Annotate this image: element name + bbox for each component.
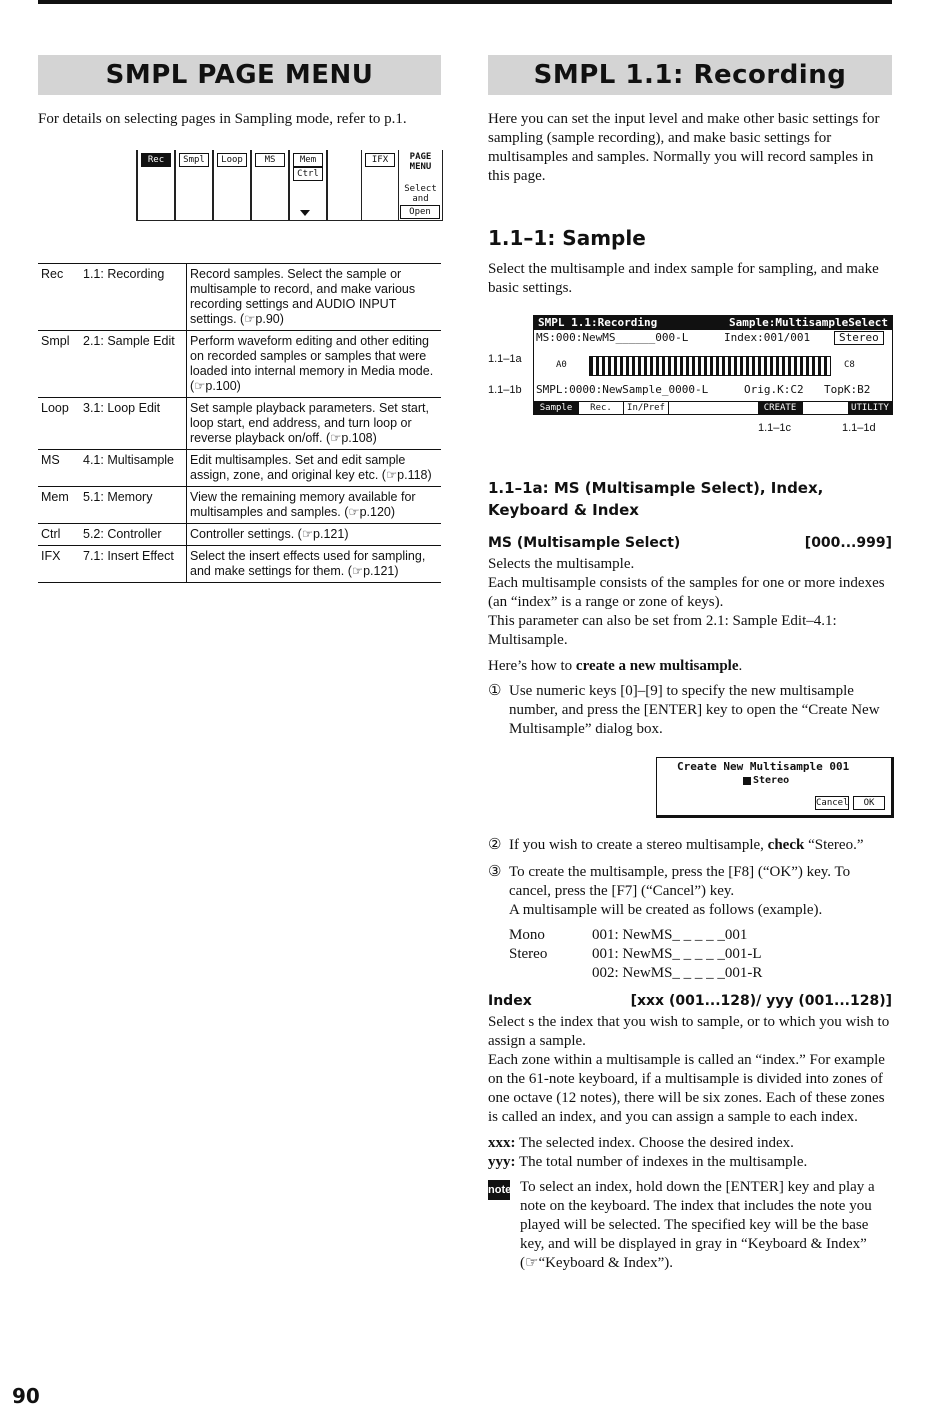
tab-rec[interactable]: Rec. [579,402,624,414]
page-number: 90 [12,1384,40,1408]
page-name: 4.1: Multisample [80,450,187,487]
menu-button-blank [327,150,362,220]
page-abbr: Ctrl [38,524,80,546]
page-desc: Record samples. Select the sample or multisample to record, and make various recording settings and AUDIO INPUT settings. (☞p.90) [187,264,442,331]
create-button[interactable]: CREATE [758,402,803,414]
ms-param-row [488,535,892,551]
menu-button-mem[interactable]: Mem Ctrl [289,150,327,220]
menu-table-row [38,398,441,450]
key-high-label: C8 [844,360,855,370]
menu-button-ms[interactable]: MS [251,150,289,220]
callout-d: 1.1–1d [842,422,876,434]
page-menu-screen [136,150,443,221]
page-menu-heading: SMPL PAGE MENU [38,55,441,95]
note-icon: note [488,1180,510,1200]
open-button[interactable]: Open [400,205,440,219]
index-desc-2: Each zone within a multisample is called an “index.” For example on the 61-note keyboard, if a multisample is divided into zones of one octave (12 notes), there will be six zones. Each of these zones is called an index, and you can assign a sample to each index. [488,1052,885,1125]
step-1: ① Use numeric keys [0]–[9] to specify the new multisample number, and press the [ENTER] key to open the “Create New Multisample” dialog box. [488,683,880,737]
callout-c: 1.1–1c [758,422,792,434]
callout-a: 1.1–1a [488,353,522,365]
example-row: 002: NewMS_ _ _ _ _001-R [592,965,763,981]
screen-tabs [534,401,892,414]
page-name: 3.1: Loop Edit [80,398,187,450]
menu-table-row [38,450,441,487]
top-key-field[interactable]: TopK:B2 [824,383,871,396]
utility-button[interactable]: UTILITY [848,402,892,414]
index-desc-1: Select s the index that you wish to sample, or to which you wish to assign a sample. [488,1014,890,1049]
page-desc: Select the insert effects used for sampling, and make settings for them. (☞p.121) [187,546,442,583]
page-name: 5.2: Controller [80,524,187,546]
page-name: 1.1: Recording [80,264,187,331]
page-abbr: Loop [38,398,80,450]
callout-b: 1.1–1b [488,384,522,396]
create-multisample-dialog [656,757,894,818]
page-desc: View the remaining memory available for multisamples and samples. (☞p.120) [187,487,442,524]
stereo-field[interactable]: Stereo [834,331,884,345]
section-intro: Select the multisample and index sample for sampling, and make basic settings. [488,261,879,296]
page-abbr: Mem [38,487,80,524]
subsection-heading: 1.1–1a: MS (Multisample Select), Index, Keyboard & Index [488,479,824,519]
menu-button-ifx[interactable]: IFX [361,150,399,220]
menu-table-row [38,264,441,331]
cancel-button[interactable]: Cancel [816,798,849,808]
left-column [38,55,441,583]
sample-field[interactable]: SMPL:0000:NewSample_0000-L [536,383,709,396]
top-rule [38,0,892,4]
page-desc: Controller settings. (☞p.121) [187,524,442,546]
menu-button-rec[interactable]: Rec [137,150,175,220]
page-abbr: MS [38,450,80,487]
xxx-line: xxx: The selected index. Choose the desired index. [488,1135,794,1151]
example-list [488,926,892,983]
ms-param-range: [000...999] [804,535,892,551]
keyboard-graphic[interactable] [589,356,831,376]
page-name: 2.1: Sample Edit [80,331,187,398]
recording-heading: SMPL 1.1: Recording [488,55,892,95]
yyy-line: yyy: The total number of indexes in the multisample. [488,1154,808,1170]
key-low-label: A0 [556,360,567,370]
index-param-row [488,993,892,1009]
menu-table-row [38,524,441,546]
page-menu-label: PAGE MENU Select and [404,152,437,204]
menu-table-row [38,487,441,524]
menu-button-smpl[interactable]: Smpl [175,150,213,220]
menu-table-row [38,546,441,583]
page-name: 5.1: Memory [80,487,187,524]
index-field[interactable]: Index:001/001 [724,331,811,344]
page-menu-table [38,263,441,583]
tab-in-pref[interactable]: In/Pref [624,402,669,414]
index-param-name: Index [488,993,532,1009]
ms-desc-2: Each multisample consists of the samples for one or more indexes (an “index” is a range or zone of keys). [488,575,885,610]
section-heading-sample: 1.1–1: Sample [488,226,646,250]
recording-screen-figure [488,315,892,435]
menu-button-loop[interactable]: Loop [213,150,251,220]
note-block [488,1178,892,1273]
page-menu-intro: For details on selecting pages in Sampling mode, refer to p.1. [38,111,407,127]
step-3: ③ To create the multisample, press the [F8] (“OK”) key. To cancel, press the [F7] (“Cancel”) key. A multisample will be created as follows (example). [488,864,851,918]
ms-field[interactable]: MS:000:NewMS______000-L [536,331,689,344]
dialog-title: Create New Multisample 001 [677,760,850,773]
page-abbr: Smpl [38,331,80,398]
page-desc: Perform waveform editing and other editing on recorded samples or samples that were loaded into internal memory in Media mode. (☞p.100) [187,331,442,398]
howto-line: Here’s how to create a new multisample. [488,658,743,674]
note-text: To select an index, hold down the [ENTER] key and play a note on the keyboard. The index that includes the note you played will be selected. The specified key will be the base key, and will be displayed in gray in “Keyboard & Index” (☞“Keyboard & Index”). [520,1179,875,1271]
scroll-down-icon [300,210,310,216]
example-row: Mono 001: NewMS_ _ _ _ _001 [509,927,748,943]
orig-key-field[interactable]: Orig.K:C2 [744,383,804,396]
recording-intro: Here you can set the input level and make other basic settings for sampling (sample recording), and make basic settings for multisamples and samples. Normally you will record samples in this page. [488,111,880,184]
page-desc: Edit multisamples. Set and edit sample assign, zone, and original key etc. (☞p.118) [187,450,442,487]
ms-param-name: MS (Multisample Select) [488,535,681,551]
page-abbr: Rec [38,264,80,331]
example-row: Stereo 001: NewMS_ _ _ _ _001-L [509,946,762,962]
page-abbr: IFX [38,546,80,583]
recording-screen [533,315,893,415]
stereo-checkbox[interactable]: Stereo [743,775,789,786]
index-param-range: [xxx (001...128)/ yyy (001...128)] [630,993,892,1009]
screen-title-bar: SMPL 1.1:Recording Sample:MultisampleSelect [534,316,892,330]
ms-desc-1: Selects the multisample. [488,556,635,572]
ms-desc-3: This parameter can also be set from 2.1: Sample Edit–4.1: Multisample. [488,613,837,648]
menu-table-row [38,331,441,398]
ok-button[interactable]: OK [853,796,885,810]
page-desc: Set sample playback parameters. Set start, loop start, end address, and turn loop or reverse playback on/off. (☞p.108) [187,398,442,450]
tab-sample[interactable]: Sample [534,402,579,414]
checkbox-icon [743,777,751,785]
step-2: ② If you wish to create a stereo multisample, check “Stereo.” [488,837,864,853]
right-column [488,55,892,1273]
page-name: 7.1: Insert Effect [80,546,187,583]
